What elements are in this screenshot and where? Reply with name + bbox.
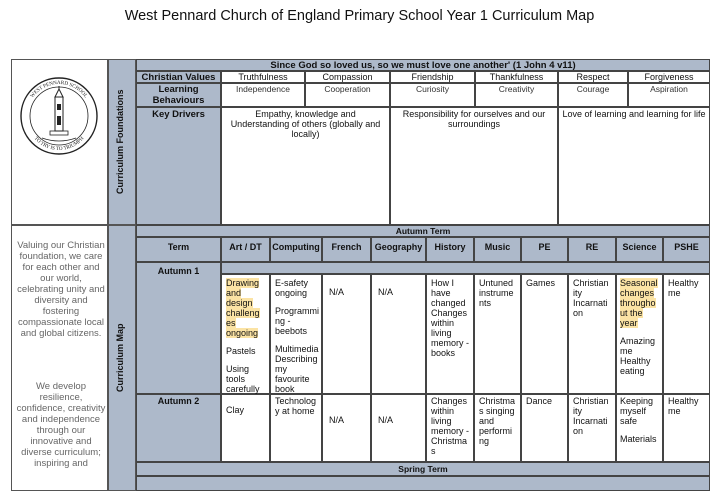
behaviour-independence: Independence — [221, 83, 305, 107]
logo-cell — [11, 59, 108, 225]
value-thankfulness: Thankfulness — [475, 71, 558, 83]
foundations-label: Curriculum Foundations — [115, 89, 125, 195]
cell-music-autumn-1: Untuned instrume nts — [474, 274, 521, 394]
vision-paragraph-1: Valuing our Christian foundation, we care for each other and our world, celebrating unity and diversity and fostering compassionate local and global citizens. — [17, 240, 105, 339]
term-gap-autumn-1 — [221, 262, 710, 274]
term-label-autumn-1 — [136, 262, 221, 394]
header-science: Science — [616, 237, 663, 262]
page-title: West Pennard Church of England Primary School Year 1 Curriculum Map — [124, 8, 595, 24]
cell-history-autumn-1: How I have changed Changes within living memory - books — [426, 274, 474, 394]
driver-love-of-learning: Love of learning and learning for life — [558, 107, 710, 225]
header-art-dt: Art / DT — [221, 237, 270, 262]
header-music: Music — [474, 237, 521, 262]
science-item-2: Materials — [620, 434, 657, 444]
spring-term-next-row — [136, 476, 710, 491]
art-item-3: Using tools carefully — [226, 364, 260, 394]
art-item-1: Drawing and design challeng es ongoing — [226, 278, 260, 338]
cell-french-autumn-1: N/A — [322, 274, 371, 394]
learning-behaviours-label: Learning Behaviours — [136, 83, 221, 107]
behaviour-creativity: Creativity — [475, 83, 558, 107]
map-section-label — [108, 225, 136, 491]
term-label-autumn-2 — [136, 394, 221, 462]
value-truthfulness: Truthfulness — [221, 71, 305, 83]
christian-values-label: Christian Values — [136, 71, 221, 83]
science-item-1: Keeping myself safe — [620, 396, 654, 426]
header-french: French — [322, 237, 371, 262]
cell-geography-autumn-1: N/A — [371, 274, 426, 394]
science-item-1: Seasonal changes througho ut the year — [620, 278, 658, 328]
cell-re-autumn-1: Christian ity Incarnati on — [568, 274, 616, 394]
key-drivers-label: Key Drivers — [136, 107, 221, 225]
header-computing: Computing — [270, 237, 322, 262]
foundations-section-label — [108, 59, 136, 225]
cell-history-autumn-2: Changes within living memory - Christma s — [426, 394, 474, 462]
motto-banner: Since God so loved us, so we must love one another' (1 John 4 v11) — [136, 59, 710, 71]
behaviour-curiosity: Curiosity — [390, 83, 475, 107]
header-geography: Geography — [371, 237, 426, 262]
value-friendship: Friendship — [390, 71, 475, 83]
cell-computing-autumn-1 — [270, 274, 322, 394]
cell-science-autumn-1 — [616, 274, 663, 394]
science-item-2: Amazing me Healthy eating — [620, 336, 656, 376]
cell-pe-autumn-2: Dance — [521, 394, 568, 462]
computing-item-2: Programmi ng - beebots — [275, 306, 320, 336]
cell-pshe-autumn-2: Healthy me — [663, 394, 710, 462]
value-respect: Respect — [558, 71, 628, 83]
header-pshe: PSHE — [663, 237, 710, 262]
spring-term-banner: Spring Term — [136, 462, 710, 476]
value-forgiveness: Forgiveness — [628, 71, 710, 83]
art-item-2: Pastels — [226, 346, 256, 356]
behaviour-courage: Courage — [558, 83, 628, 107]
logo-ring-top: WEST PENNARD SCHOOL — [29, 79, 89, 100]
map-label: Curriculum Map — [115, 323, 125, 393]
school-crest-logo — [12, 60, 107, 170]
header-pe: PE — [521, 237, 568, 262]
computing-item-3: Multimedia Describing my favourite book — [275, 344, 319, 394]
header-history: History — [426, 237, 474, 262]
cell-art-autumn-2 — [221, 394, 270, 462]
cell-science-autumn-2 — [616, 394, 663, 462]
autumn-term-banner: Autumn Term — [136, 225, 710, 237]
cell-pe-autumn-1: Games — [521, 274, 568, 394]
header-term: Term — [136, 237, 221, 262]
cell-music-autumn-2: Christma s singing and performi ng — [474, 394, 521, 462]
cell-pshe-autumn-1: Healthy me — [663, 274, 710, 394]
driver-empathy: Empathy, knowledge and Understanding of others (globally and locally) — [221, 107, 390, 225]
value-compassion: Compassion — [305, 71, 390, 83]
cell-computing-autumn-2 — [270, 394, 322, 462]
logo-ring-bottom: TO TRY IS TO TRIUMPH — [32, 135, 86, 153]
cell-re-autumn-2: Christian ity Incarnati on — [568, 394, 616, 462]
computing-item-1: Technolog y at home — [275, 396, 317, 416]
behaviour-cooperation: Cooperation — [305, 83, 390, 107]
cell-art-autumn-1 — [221, 274, 270, 394]
driver-responsibility: Responsibility for ourselves and our surroundings — [390, 107, 558, 225]
term-name: Autumn 2 — [157, 396, 200, 406]
header-re: RE — [568, 237, 616, 262]
behaviour-aspiration: Aspiration — [628, 83, 710, 107]
cell-geography-autumn-2: N/A — [371, 394, 426, 462]
vision-paragraph-2: We develop resilience, confidence, creativity and independence through our innovative and diverse curriculum; inspiring and — [16, 381, 106, 469]
term-name: Autumn 1 — [157, 266, 200, 276]
computing-item-1: E-safety ongoing — [275, 278, 309, 298]
cell-french-autumn-2: N/A — [322, 394, 371, 462]
art-item-1: Clay — [226, 405, 245, 415]
